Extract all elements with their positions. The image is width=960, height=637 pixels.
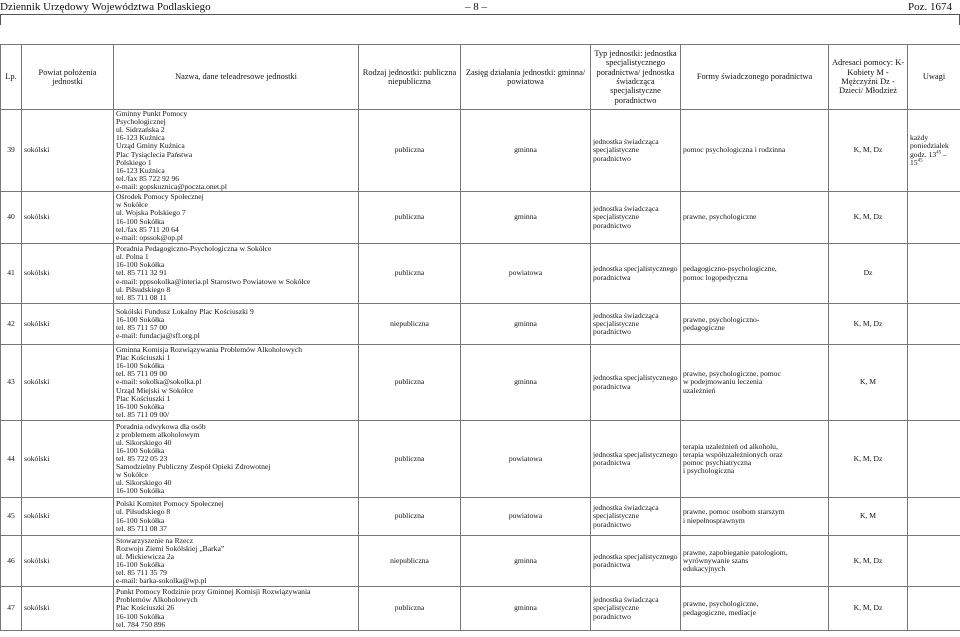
- col-header-uwagi: Uwagi: [908, 45, 960, 110]
- table-row: [1, 244, 960, 304]
- cell-powiat: sokólski: [22, 587, 114, 631]
- cell-adresaci: K, M: [829, 498, 908, 536]
- cell-typ: jednostka specjalistycznego poradnictwa: [591, 421, 681, 498]
- cell-adresaci: K, M: [829, 345, 908, 421]
- page-header: [0, 0, 960, 14]
- cell-nazwa: Poradnia Pedagogiczno-Psychologiczna w Sokółce ul. Polna 1 16-100 Sokółka tel. 85 711 32 91 e-mail: pppsokolka@interia.pl Starostwo Powiatowe w Sokółce ul. Piłsudskiego 8 tel. 85 711 08 11: [114, 244, 359, 304]
- cell-zasieg: gminna: [461, 345, 591, 421]
- cell-lp: 46: [1, 536, 22, 587]
- cell-zasieg: gminna: [461, 110, 591, 192]
- table-row: [1, 110, 960, 192]
- left-margin-rule: [0, 15, 1, 25]
- col-header-formy: Formy świadczonego poradnictwa: [681, 45, 829, 110]
- cell-nazwa: Gminna Komisja Rozwiązywania Problemów Alkoholowych Plac Kościuszki 1 16-100 Sokółka tel. 85 711 09 00 e-mail: sokolka@sokolka.pl Urząd Miejski w Sokółce Plac Kościuszki 1 16-100 Sokółka tel. 85 711 09 00/: [114, 345, 359, 421]
- cell-lp: 47: [1, 587, 22, 631]
- col-header-nazwa: Nazwa, dane teleadresowe jednostki: [114, 45, 359, 110]
- cell-typ: jednostka świadcząca specjalistyczne poradnictwo: [591, 192, 681, 244]
- cell-rodzaj: publiczna: [359, 192, 461, 244]
- cell-rodzaj: publiczna: [359, 345, 461, 421]
- cell-lp: 44: [1, 421, 22, 498]
- cell-nazwa: Sokólski Fundusz Lokalny Plac Kościuszki 9 16-100 Sokółka tel. 85 711 57 00 e-mail: fundacja@sfl.org.pl: [114, 304, 359, 345]
- cell-rodzaj: publiczna: [359, 587, 461, 631]
- cell-zasieg: gminna: [461, 587, 591, 631]
- cell-rodzaj: publiczna: [359, 244, 461, 304]
- table-row: [1, 536, 960, 587]
- cell-uwagi: [908, 587, 960, 631]
- cell-uwagi: [908, 421, 960, 498]
- cell-rodzaj: publiczna: [359, 421, 461, 498]
- col-header-zasieg: Zasięg działania jednostki: gminna/ powiatowa: [461, 45, 591, 110]
- cell-nazwa: Stowarzyszenie na Rzecz Rozwoju Ziemi Sokólskiej „Barka” ul. Mickiewicza 2a 16-100 Sokółka tel. 85 711 35 79 e-mail: barka-sokolka@wp.pl: [114, 536, 359, 587]
- col-header-typ: Typ jednostki: jednostka specjalistycznego poradnictwa/ jednostka świadcząca specjalistyczne poradnictwo: [591, 45, 681, 110]
- cell-typ: jednostka specjalistycznego poradnictwa: [591, 345, 681, 421]
- uwagi-superscript: 45: [917, 158, 923, 164]
- table-row: [1, 421, 960, 498]
- institutions-table: [0, 44, 960, 631]
- cell-uwagi: [908, 498, 960, 536]
- cell-adresaci: K, M, Dz: [829, 587, 908, 631]
- uwagi-text: – 15: [910, 149, 947, 167]
- cell-nazwa: Punkt Pomocy Rodzinie przy Gminnej Komisji Rozwiązywania Problemów Alkoholowych Plac Kościuszki 26 16-100 Sokółka tel. 784 750 896: [114, 587, 359, 631]
- uwagi-superscript: 45: [936, 149, 942, 155]
- cell-nazwa: Poradnia odwykowa dla osób z problemem alkoholowym ul. Sikorskiego 40 16-100 Sokółka tel. 85 722 05 23 Samodzielny Publiczny Zespół Opieki Zdrowotnej w Sokółce ul. Sikorskiego 40 16-100 Sokółka: [114, 421, 359, 498]
- cell-typ: jednostka świadcząca specjalistyczne poradnictwo: [591, 304, 681, 345]
- cell-nazwa: Polski Komitet Pomocy Społecznej ul. Piłsudskiego 8 16-100 Sokółka tel. 85 711 08 37: [114, 498, 359, 536]
- header-rule: [0, 14, 960, 15]
- cell-powiat: sokólski: [22, 345, 114, 421]
- cell-lp: 45: [1, 498, 22, 536]
- cell-adresaci: K, M, Dz: [829, 110, 908, 192]
- table-row: [1, 304, 960, 345]
- cell-typ: jednostka świadcząca specjalistyczne poradnictwo: [591, 587, 681, 631]
- cell-lp: 43: [1, 345, 22, 421]
- col-header-powiat: Powiat położenia jednostki: [22, 45, 114, 110]
- col-header-rodzaj: Rodzaj jednostki: publiczna niepubliczna: [359, 45, 461, 110]
- cell-formy: prawne, psychologiczne, pedagogiczne, mediacje: [681, 587, 829, 631]
- cell-zasieg: gminna: [461, 304, 591, 345]
- cell-lp: 39: [1, 110, 22, 192]
- cell-formy: prawne, psychologiczne, pomoc w podejmowaniu leczenia uzależnień: [681, 345, 829, 421]
- cell-formy: prawne, psychologiczne: [681, 192, 829, 244]
- cell-adresaci: K, M, Dz: [829, 304, 908, 345]
- cell-powiat: sokólski: [22, 536, 114, 587]
- col-header-adresaci: Adresaci pomocy: K- Kobiety M - Mężczyźni Dz - Dzieci/ Młodzież: [829, 45, 908, 110]
- cell-lp: 41: [1, 244, 22, 304]
- cell-adresaci: K, M, Dz: [829, 421, 908, 498]
- cell-rodzaj: niepubliczna: [359, 536, 461, 587]
- cell-uwagi: [908, 345, 960, 421]
- cell-powiat: sokólski: [22, 192, 114, 244]
- cell-powiat: sokólski: [22, 244, 114, 304]
- cell-formy: prawne, pomoc osobom starszym i niepełnosprawnym: [681, 498, 829, 536]
- cell-typ: jednostka świadcząca specjalistyczne poradnictwo: [591, 110, 681, 192]
- cell-zasieg: powiatowa: [461, 421, 591, 498]
- cell-powiat: sokólski: [22, 421, 114, 498]
- cell-adresaci: K, M, Dz: [829, 192, 908, 244]
- table-row: [1, 192, 960, 244]
- cell-rodzaj: niepubliczna: [359, 304, 461, 345]
- cell-zasieg: gminna: [461, 536, 591, 587]
- cell-powiat: sokólski: [22, 304, 114, 345]
- cell-typ: jednostka specjalistycznego poradnictwa: [591, 536, 681, 587]
- cell-zasieg: powiatowa: [461, 244, 591, 304]
- cell-formy: prawne, zapobieganie patologiom, wyrównywanie szans edukacyjnych: [681, 536, 829, 587]
- cell-uwagi: [908, 192, 960, 244]
- cell-typ: jednostka specjalistycznego poradnictwa: [591, 244, 681, 304]
- journal-title: Dziennik Urzędowy Województwa Podlaskiego: [0, 1, 211, 13]
- cell-lp: 42: [1, 304, 22, 345]
- col-header-lp: Lp.: [1, 45, 22, 110]
- cell-formy: prawne, psychologiczno- pedagogiczne: [681, 304, 829, 345]
- cell-powiat: sokólski: [22, 498, 114, 536]
- cell-rodzaj: publiczna: [359, 110, 461, 192]
- cell-zasieg: gminna: [461, 192, 591, 244]
- cell-formy: pomoc psychologiczna i rodzinna: [681, 110, 829, 192]
- cell-uwagi: [908, 110, 960, 192]
- table-row: [1, 345, 960, 421]
- cell-uwagi: [908, 244, 960, 304]
- cell-nazwa: Ośrodek Pomocy Społecznej w Sokółce ul. Wojska Polskiego 7 16-100 Sokółka tel./fax 85 711 20 64 e-mail: opssok@op.pl: [114, 192, 359, 244]
- uwagi-text: każdy poniedziałek godz. 13: [910, 133, 949, 159]
- cell-formy: pedagogiczno-psychologiczne, pomoc logopedyczna: [681, 244, 829, 304]
- cell-formy: terapia uzależnień od alkoholu, terapia współuzależnionych oraz pomoc psychiatryczna i psychologiczna: [681, 421, 829, 498]
- cell-nazwa: Gminny Punkt Pomocy Psychologicznej ul. Sidrzańska 2 16-123 Kuźnica Urząd Gminy Kuźnica Plac Tysiąclecia Państwa Polskiego 1 16-123 Kuźnica tel./fax 85 722 92 96 e-mail: gopskuznica@poczta.onet.pl: [114, 110, 359, 192]
- cell-uwagi: [908, 536, 960, 587]
- cell-adresaci: Dz: [829, 244, 908, 304]
- page-number: – 8 –: [465, 1, 487, 13]
- cell-zasieg: powiatowa: [461, 498, 591, 536]
- table-header-row: [1, 45, 960, 110]
- table-row: [1, 587, 960, 631]
- cell-lp: 40: [1, 192, 22, 244]
- cell-powiat: sokólski: [22, 110, 114, 192]
- cell-uwagi: [908, 304, 960, 345]
- cell-adresaci: K, M, Dz: [829, 536, 908, 587]
- cell-rodzaj: publiczna: [359, 498, 461, 536]
- position-number: Poz. 1674: [908, 1, 952, 13]
- table-row: [1, 498, 960, 536]
- cell-typ: jednostka świadcząca specjalistyczne poradnictwo: [591, 498, 681, 536]
